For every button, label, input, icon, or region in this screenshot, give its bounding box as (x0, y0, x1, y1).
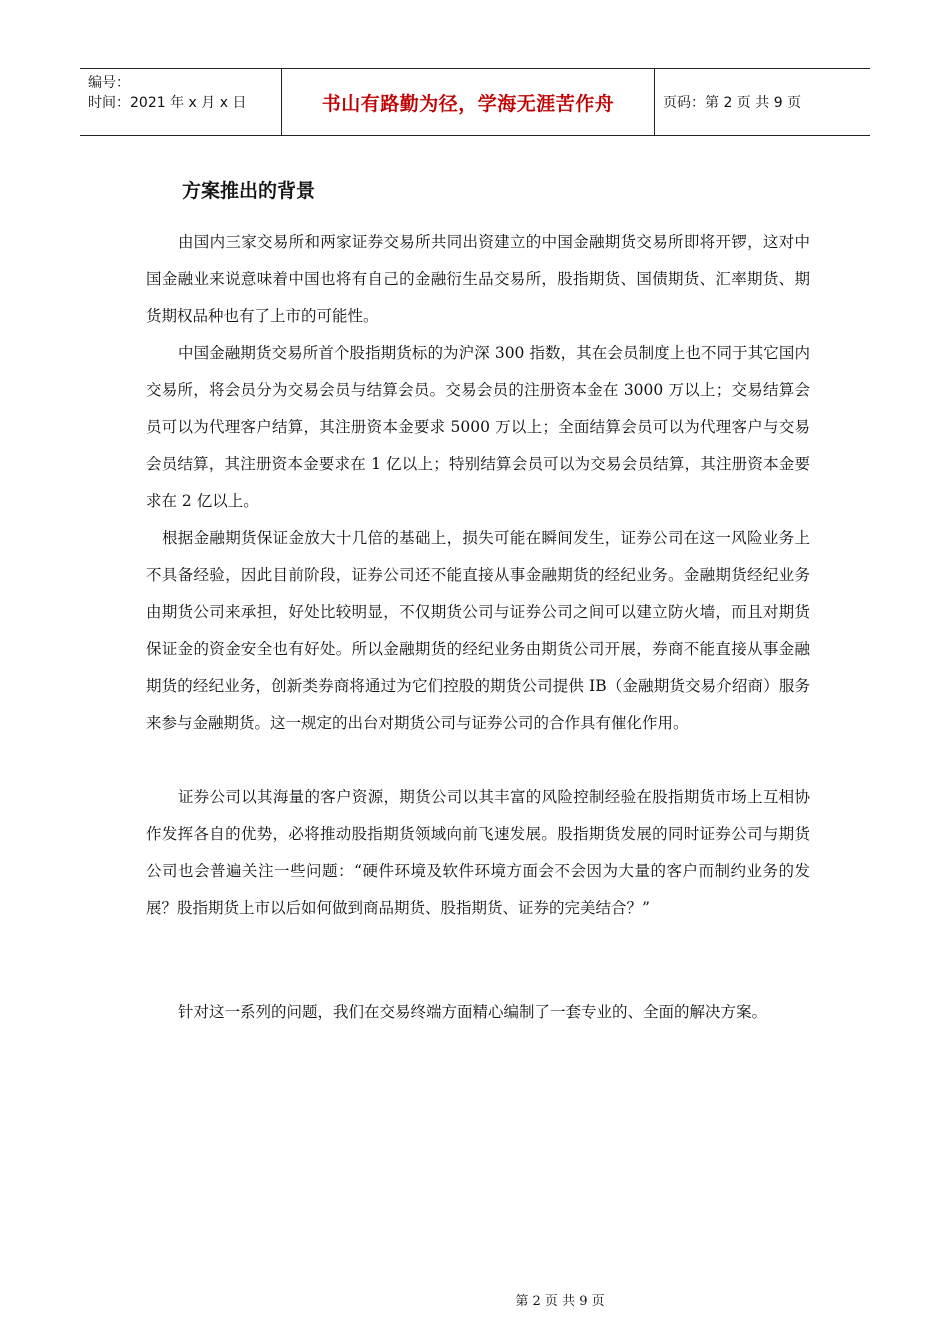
paragraph-3 (146, 520, 810, 742)
header-motto-cell (282, 69, 655, 135)
page-footer (0, 1290, 950, 1309)
paragraph-text: 针对这一系列的问题，我们在交易终端方面精心编制了一套专业的、全面的解决方案。 (178, 1003, 768, 1021)
number-label: 编号： (88, 75, 130, 91)
document-header (80, 68, 870, 136)
paragraph-text: 中国金融期货交易所首个股指期货标的为沪深 300 指数，其在会员制度上也不同于其它国内交易所，将会员分为交易会员与结算会员。交易会员的注册资本金在 3000 万以上；交易结算会员可以为代理客户结算，其注册资本金要求 5000 万以上；全面结算会员可以为代理客户与交易会员结算，其注册资本金要求在 1 亿以上；特别结算会员可以为交易会员结算，其注册资本金要求在 2 亿以上。 (146, 344, 810, 510)
header-page-cell (655, 69, 870, 135)
page-label: 页码：第 2 页 共 9 页 (663, 95, 802, 111)
header-meta (80, 69, 282, 135)
paragraph-4 (146, 779, 810, 927)
paragraph-text: 证券公司以其海量的客户资源，期货公司以其丰富的风险控制经验在股指期货市场上互相协作发挥各自的优势，必将推动股指期货领域向前飞速发展。股指期货发展的同时证券公司与期货公司也会普遍关注一些问题：“硬件环境及软件环境方面会不会因为大量的客户而制约业务的发展？股指期货上市以后如何做到商品期货、股指期货、证券的完美结合？” (146, 788, 810, 917)
time-label: 时间：2021 年 x 月 x 日 (88, 95, 247, 111)
paragraph-1 (146, 224, 810, 335)
section-heading: 方案推出的背景 (182, 180, 316, 202)
paragraph-5 (146, 994, 810, 1031)
paragraph-text: 根据金融期货保证金放大十几倍的基础上，损失可能在瞬间发生，证券公司在这一风险业务上不具备经验，因此目前阶段，证券公司还不能直接从事金融期货的经纪业务。金融期货经纪业务由期货公司来承担，好处比较明显，不仅期货公司与证券公司之间可以建立防火墙，而且对期货保证金的资金安全也有好处。所以金融期货的经纪业务由期货公司开展，券商不能直接从事金融期货的经纪业务，创新类券商将通过为它们控股的期货公司提供 IB（金融期货交易介绍商）服务来参与金融期货。这一规定的出台对期货公司与证券公司的合作具有催化作用。 (146, 529, 810, 732)
motto-text: 书山有路勤为径，学海无涯苦作舟 (321, 92, 615, 115)
paragraph-text: 由国内三家交易所和两家证券交易所共同出资建立的中国金融期货交易所即将开锣，这对中国金融业来说意味着中国也将有自己的金融衍生品交易所，股指期货、国债期货、汇率期货、期货期权品种也有了上市的可能性。 (146, 233, 810, 325)
footer-page-number: 第 2 页 共 9 页 (515, 1294, 605, 1309)
paragraph-2 (146, 335, 810, 520)
